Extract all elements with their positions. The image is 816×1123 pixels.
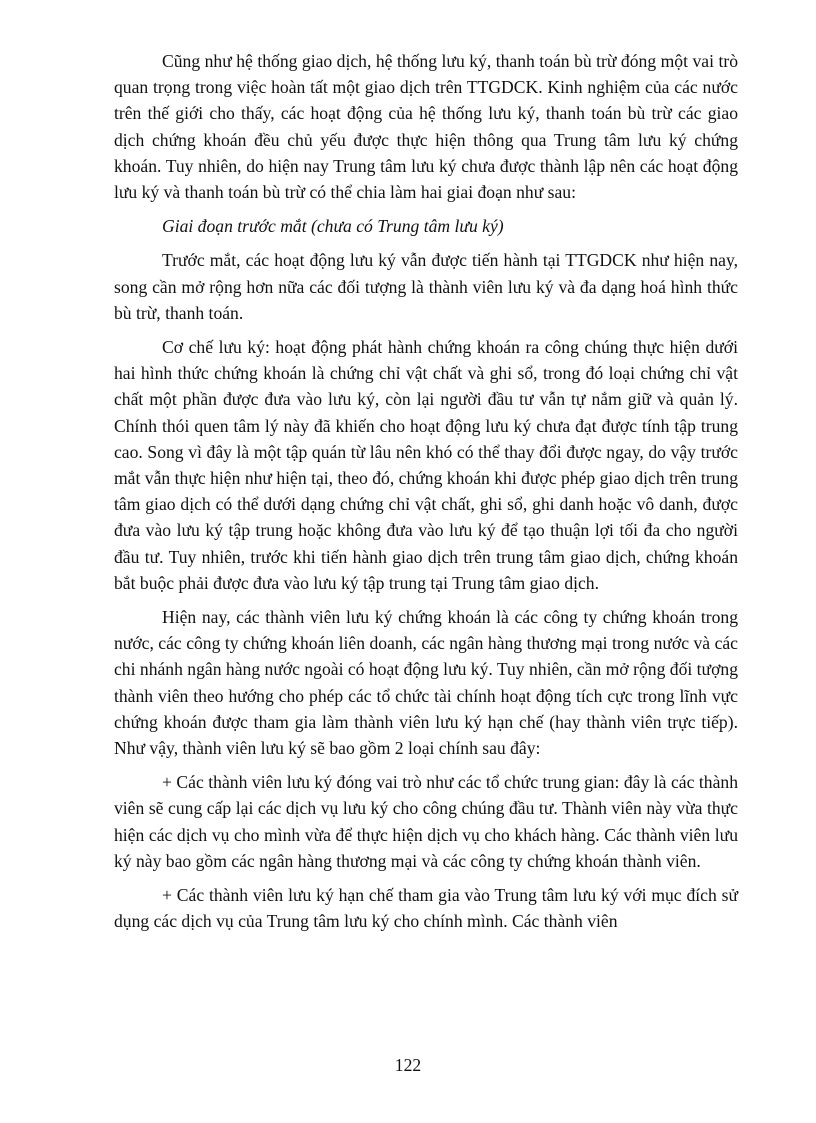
paragraph-limited-members: + Các thành viên lưu ký hạn chế tham gia vào Trung tâm lưu ký với mục đích sử dụng các dịch vụ của Trung tâm lưu ký cho chính mình. Các thành viên [114,885,738,932]
paragraph-custody-members: Hiện nay, các thành viên lưu ký chứng khoán là các công ty chứng khoán trong nước, các công ty chứng khoán liên doanh, các ngân hàng thương mại trong nước và các chi nhánh ngân hàng nước ngoài có hoạt động lưu ký. Tuy nhiên, cần mở rộng đối tượng thành viên theo hướng cho phép các tổ chức tài chính hoạt động tích cực trong lĩnh vực chứng khoán được tham gia làm thành viên lưu ký hạn chế (hay thành viên trực tiếp). Như vậy, thành viên lưu ký sẽ bao gồm 2 loại chính sau đây: [114,607,738,759]
paragraph-current-activities: Trước mắt, các hoạt động lưu ký vẫn được tiến hành tại TTGDCK như hiện nay, song cần mở rộng hơn nữa các đối tượng là thành viên lưu ký và đa dạng hoá hình thức bù trừ, thanh toán. [114,250,738,323]
paragraph-custody-mechanism: Cơ chế lưu ký: hoạt động phát hành chứng khoán ra công chúng thực hiện dưới hai hình thức chứng khoán là chứng chỉ vật chất và ghi sổ, trong đó loại chứng chỉ vật chất một phần được đưa vào lưu ký, còn lại người đầu tư vẫn tự nắm giữ và quản lý. Chính thói quen tâm lý này đã khiến cho hoạt động lưu ký chưa đạt được tính tập trung cao. Song vì đây là một tập quán từ lâu nên khó có thể thay đổi được ngay, do vậy trước mắt vẫn thực hiện như hiện tại, theo đó, chứng khoán khi được phép giao dịch trên trung tâm giao dịch có thể dưới dạng chứng chỉ vật chất, ghi sổ, ghi danh hoặc vô danh, được đưa vào lưu ký tập trung hoặc không đưa vào lưu ký để tạo thuận lợi tối đa cho người đầu tư. Tuy nhiên, trước khi tiến hành giao dịch trên trung tâm giao dịch, chứng khoán bắt buộc phải được đưa vào lưu ký tập trung tại Trung tâm giao dịch. [114,337,738,593]
section-heading-current-stage: Giai đoạn trước mắt (chưa có Trung tâm lưu ký) [162,216,504,237]
page-number: 122 [394,1055,422,1075]
paragraph-intermediary-members: + Các thành viên lưu ký đóng vai trò như các tổ chức trung gian: đây là các thành viên sẽ cung cấp lại các dịch vụ lưu ký cho công chúng đầu tư. Thành viên này vừa thực hiện các dịch vụ cho mình vừa để thực hiện dịch vụ cho khách hàng. Các thành viên lưu ký này bao gồm các ngân hàng thương mại và các công ty chứng khoán thành viên. [114,772,738,871]
paragraph-intro: Cũng như hệ thống giao dịch, hệ thống lưu ký, thanh toán bù trừ đóng một vai trò quan trọng trong việc hoàn tất một giao dịch trên TTGDCK. Kinh nghiệm của các nước trên thế giới cho thấy, các hoạt động của hệ thống lưu ký, thanh toán bù trừ các giao dịch chứng khoán đều chủ yếu được thực hiện thông qua Trung tâm lưu ký chứng khoán. Tuy nhiên, do hiện nay Trung tâm lưu ký chưa được thành lập nên các hoạt động lưu ký và thanh toán bù trừ có thể chia làm hai giai đoạn như sau: [114,51,738,203]
page-body [114,48,738,943]
